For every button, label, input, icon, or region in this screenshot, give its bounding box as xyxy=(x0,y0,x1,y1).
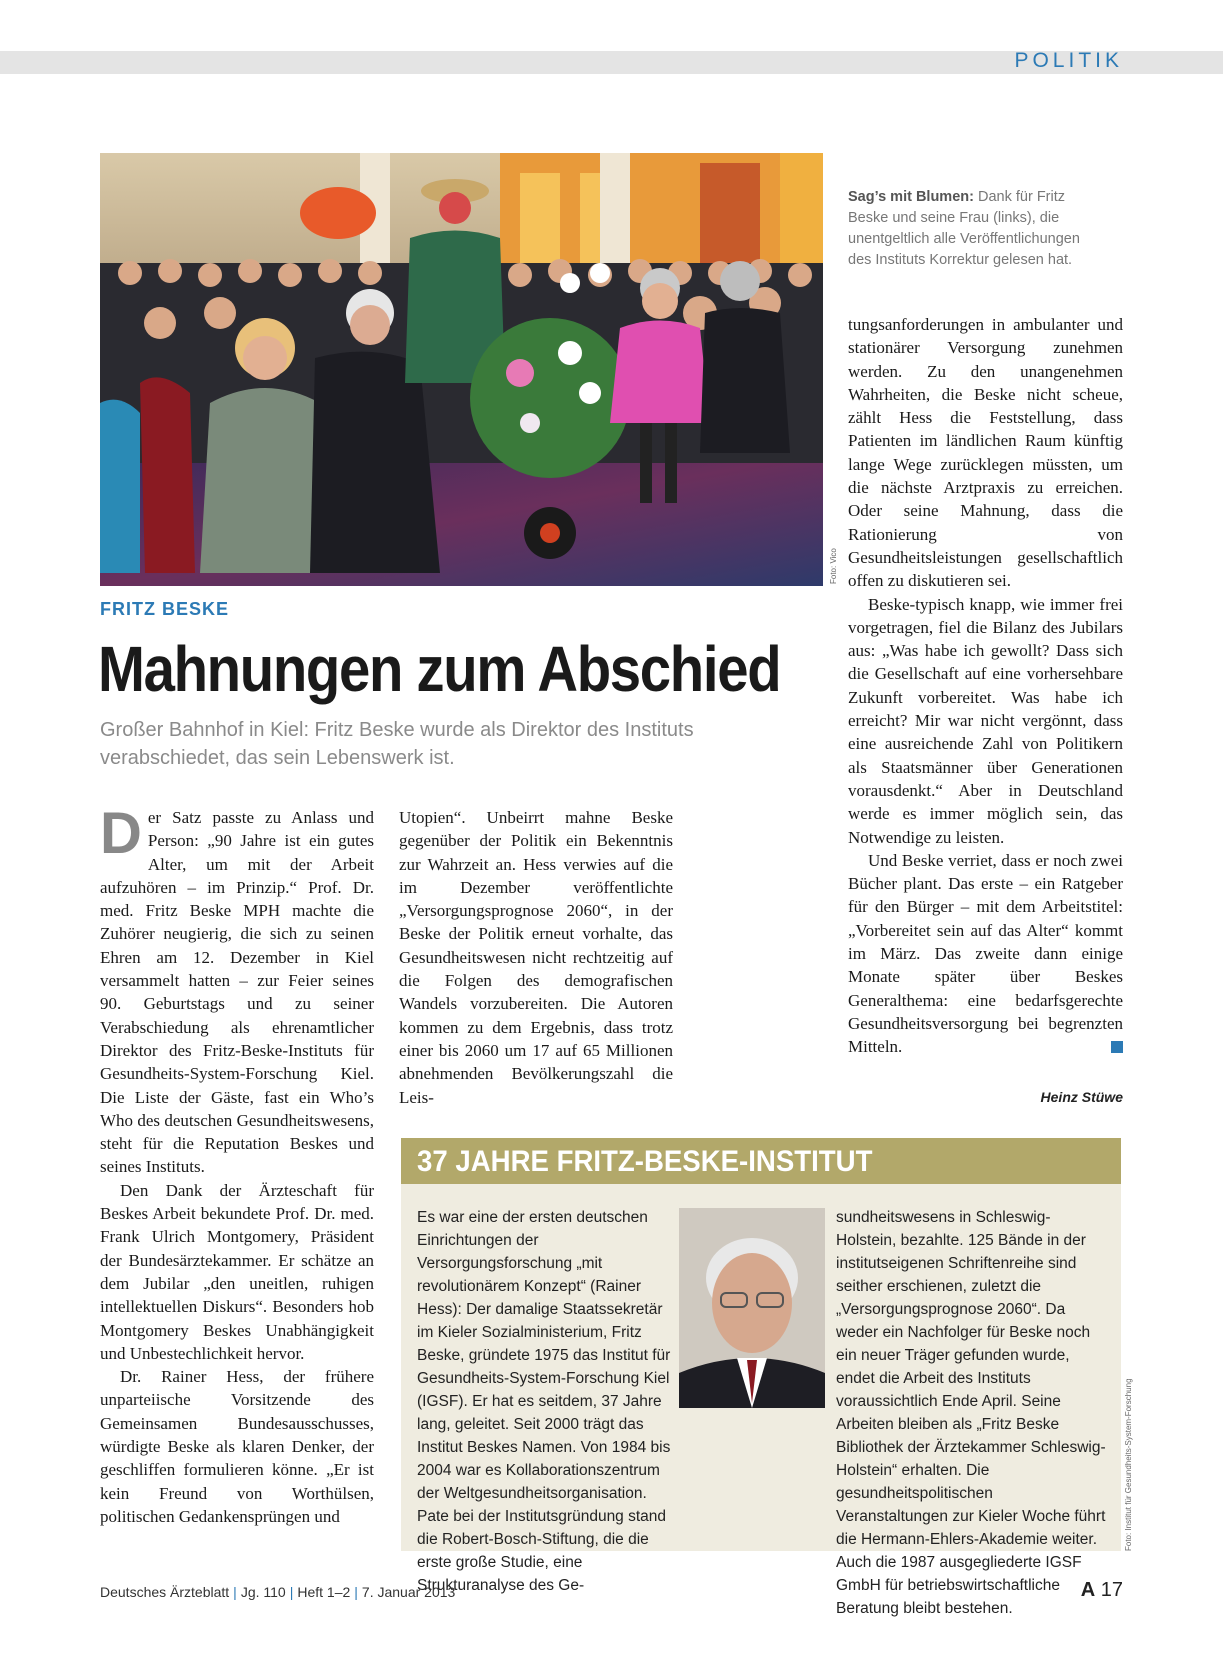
volume: Jg. 110 xyxy=(240,1584,286,1600)
page-number xyxy=(1081,1579,1123,1602)
caption-lead: Sag’s mit Blumen: xyxy=(848,189,974,205)
page-prefix: A xyxy=(1080,1579,1096,1601)
photo-caption xyxy=(848,187,1088,271)
info-box-header xyxy=(401,1138,1121,1184)
paragraph: Es war eine der ersten deutschen Einrichtungen der Versorgungsforschung „mit revolutionärem Konzept“ (Rainer Hess): Der damalige Staatssekretär im Kieler Sozialministerium, Fritz Beske, gründete 1975 das Institut für Gesundheits-System-Forschung Kiel (IGSF). Er hat es seitdem, 37 Jahre lang, geleitet. Seit 2000 trägt das Institut Beskes Namen. Von 1984 bis 2004 war es Kollaborationszentrum der Weltgesundheitsorganisation. Pate bei der Institutsgründung stand die Robert-Bosch-Stiftung, die die erste große Studie, eine Strukturanalyse des Ge- xyxy=(417,1209,671,1594)
issue-date: 7. Januar 2013 xyxy=(361,1584,456,1600)
paragraph: Den Dank der Ärzteschaft für Beskes Arbeit bekundete Prof. Dr. med. Frank Ulrich Montgomery, Präsident der Bundesärztekammer. Er schätze an dem Jubilar „den uneitlen, ruhigen intellektuellen Diskurs“. Besonders hob Montgomery Beskes Unabhängigkeit und Unbestechlichkeit hervor. xyxy=(100,1180,374,1363)
article-headline: Mahnungen zum Abschied xyxy=(98,633,781,705)
paragraph: Und Beske verriet, dass er noch zwei Bücher plant. Das erste – ein Ratgeber für den Bürger – mit dem Arbeitstitel: „Vorbereitet sein auf das Alter“ kommt im März. Das zweite dann einige Monate später über Beskes Generalthema: eine bedarfsgerechte Gesundheitsversorgung bei begrenzten Mitteln. xyxy=(848,850,1123,1057)
issue: Heft 1–2 xyxy=(297,1584,351,1600)
end-mark xyxy=(1111,1041,1123,1053)
info-box-text-left xyxy=(417,1206,673,1597)
section-label: POLITIK xyxy=(1014,49,1123,72)
paragraph: Dr. Rainer Hess, der frühere unparteiische Vorsitzende des Gemeinsamen Bundesausschusses, würdigte Beske als klaren Denker, der geschliffen formulieren könne. „Er ist kein Freund von Worthülsen, politischen Gedankensprüngen und xyxy=(100,1367,374,1526)
article-author: Heinz Stüwe xyxy=(1040,1089,1123,1105)
photo-credit: Foto: Vico xyxy=(829,548,838,584)
article-column-3 xyxy=(848,313,1123,1059)
article-kicker: FRITZ BESKE xyxy=(100,599,230,619)
main-photo xyxy=(100,153,823,586)
portrait-photo xyxy=(679,1208,825,1408)
paragraph: er Satz passte zu Anlass und Person: „90 Jahre ist ein gutes Alter, um mit der Arbeit aufzuhören – im Prinzip.“ Prof. Dr. med. Fritz Beske MPH machte die Zuhörer neugierig, die sich zu seinen Ehren am 12. Dezember in Kiel versammelt hatten – zur Feier seines 90. Geburtstags und zu seiner Verabschiedung als ehrenamtlicher Direktor des Fritz-Beske-Instituts für Gesundheits-System-Forschung Kiel. Die Liste der Gäste, fast ein Who’s Who des deutschen Gesundheitswesens, steht für die Reputation Beskes und seines Instituts. xyxy=(100,808,374,1177)
drop-cap: D xyxy=(100,801,142,866)
footer: Deutsches Ärzteblatt | Jg. 110 | Heft 1–2 | 7. Januar 2013 xyxy=(100,1584,456,1600)
info-box-text-right-top xyxy=(836,1206,1106,1620)
page-number-value: 17 xyxy=(1100,1579,1123,1601)
journal-name: Deutsches Ärzteblatt xyxy=(100,1584,230,1600)
paragraph: sundheitswesens in Schleswig-Holstein, bezahlte. 125 Bände in der institutseigenen Schriftenreihe sind seither erschienen, zuletzt die „Versorgungsprognose 2060“. Da weder ein Nachfolger für Beske noch ein neuer Träger gefunden wurde, endet die Arbeit des Instituts voraussichtlich Ende April. Seine Arbeiten bleiben als „Fritz Beske Bibliothek der Ärztekammer Schleswig-Holstein“ erhalten. Die gesundheitspolitischen Veranstaltungen zur Kieler Woche führt die Hermann-Ehlers-Akademie weiter. Auch die 1987 ausgegliederte IGSF GmbH für betriebswirtschaftliche Beratung bleibt bestehen. xyxy=(836,1209,1106,1617)
box-photo-credit: Foto: Institut für Gesundheits-System-Forschung xyxy=(1124,1378,1133,1551)
caption-text: Dank für Fritz Beske und seine Frau (links), die unentgeltlich alle Veröffentlichungen des Instituts Korrektur gelesen hat. xyxy=(848,189,1080,268)
article-column-1 xyxy=(100,801,374,1528)
paragraph: tungsanforderungen in ambulanter und stationärer Versorgung zunehmen werden. Zu den unangenehmen Wahrheiten, die Beske nicht scheue, zählt Hess die Feststellung, dass Patienten im ländlichen Raum künftig lange Wege zurücklegen müssten, um die nächste Arztpraxis zu erreichen. Oder seine Mahnung, dass die Rationierung von Gesundheitsleistungen gesellschaftlich offen zu diskutieren sei. xyxy=(848,315,1123,591)
article-column-2 xyxy=(399,806,673,1109)
paragraph: Beske-typisch knapp, wie immer frei vorgetragen, fiel die Bilanz des Jubilars aus: „Was habe ich gewollt? Dass sich die Gesellschaft auf eine vorhersehbare Zukunft vorbereitet. Was habe ich erreicht? Mir war nicht vergönnt, dass eine ausreichende Zahl von Politikern als Staatsmänner über Generationen vorausdenkt.“ Aber in Deutschland werde es immer möglich sein, das Notwendige zu leisten. xyxy=(848,594,1123,847)
paragraph: Utopien“. Unbeirrt mahne Beske gegenüber der Politik ein Bekenntnis zur Wahrzeit an. Hess verwies auf die im Dezember veröffentlichte „Versorgungsprognose 2060“, in der Beske der Politik erneut vorhalte, das Gesundheitswesen nicht rechtzeitig auf die Folgen des demografischen Wandels vorzubereiten. Die Autoren kommen zu dem Ergebnis, dass trotz einer bis 2060 um 17 auf 65 Millionen abnehmenden Bevölkerungszahl die Leis- xyxy=(399,808,673,1107)
article-subhead: Großer Bahnhof in Kiel: Fritz Beske wurde als Direktor des Instituts verabschiedet, das sein Lebenswerk ist. xyxy=(100,719,694,769)
info-box-title: 37 JAHRE FRITZ-BESKE-INSTITUT xyxy=(417,1145,873,1178)
